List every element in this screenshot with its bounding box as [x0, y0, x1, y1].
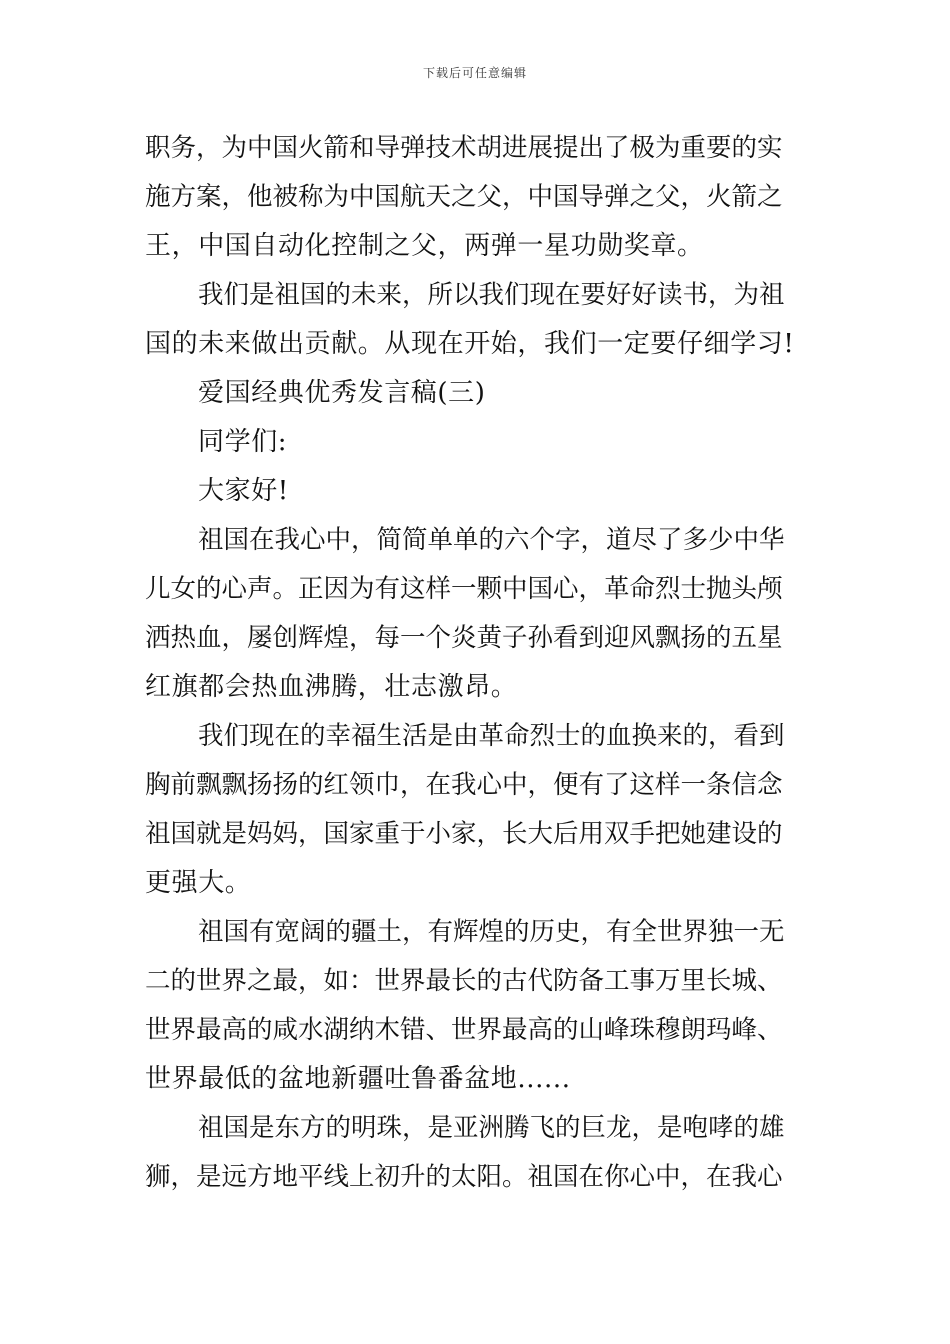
text-line: 职务，为中国火箭和导弹技术胡进展提出了极为重要的实	[145, 133, 783, 163]
text-line: 国的未来做出贡献。从现在开始，我们一定要仔细学习!	[145, 329, 795, 359]
text-line: 世界最高的咸水湖纳木错、世界最高的山峰珠穆朗玛峰、	[145, 1015, 783, 1045]
text-line: 施方案，他被称为中国航天之父，中国导弹之父，火箭之	[145, 182, 783, 212]
text-line: 爱国经典优秀发言稿(三)	[198, 378, 486, 408]
text-line: 祖国是东方的明珠，是亚洲腾飞的巨龙，是咆哮的雄	[198, 1113, 785, 1143]
text-line: 我们现在的幸福生活是由革命烈士的血换来的，看到	[198, 721, 785, 751]
text-line: 我们是祖国的未来，所以我们现在要好好读书，为祖	[198, 280, 785, 310]
text-line: 儿女的心声。正因为有这样一颗中国心，革命烈士抛头颅	[145, 574, 783, 604]
text-line: 二的世界之最，如：世界最长的古代防备工事万里长城、	[145, 966, 783, 996]
text-line: 更强大。	[145, 868, 252, 898]
text-line: 祖国有宽阔的疆土，有辉煌的历史，有全世界独一无	[198, 917, 785, 947]
text-line: 狮，是远方地平线上初升的太阳。祖国在你心中，在我心	[145, 1162, 783, 1192]
text-line: 洒热血，屡创辉煌，每一个炎黄子孙看到迎风飘扬的五星	[145, 623, 783, 653]
text-line: 胸前飘飘扬扬的红领巾，在我心中，便有了这样一条信念	[145, 770, 783, 800]
text-line: 大家好!	[198, 476, 289, 506]
text-line: 世界最低的盆地新疆吐鲁番盆地......	[145, 1064, 571, 1094]
body-text	[145, 124, 807, 1202]
text-line: 祖国在我心中，简简单单的六个字，道尽了多少中华	[198, 525, 785, 555]
text-line: 红旗都会热血沸腾，壮志激昂。	[145, 672, 518, 702]
page-header: 下载后可任意编辑	[422, 66, 527, 80]
text-line: 祖国就是妈妈，国家重于小家，长大后用双手把她建设的	[145, 819, 783, 849]
text-line: 王，中国自动化控制之父，两弹一星功勋奖章。	[145, 231, 704, 261]
text-line: 同学们:	[198, 427, 288, 457]
